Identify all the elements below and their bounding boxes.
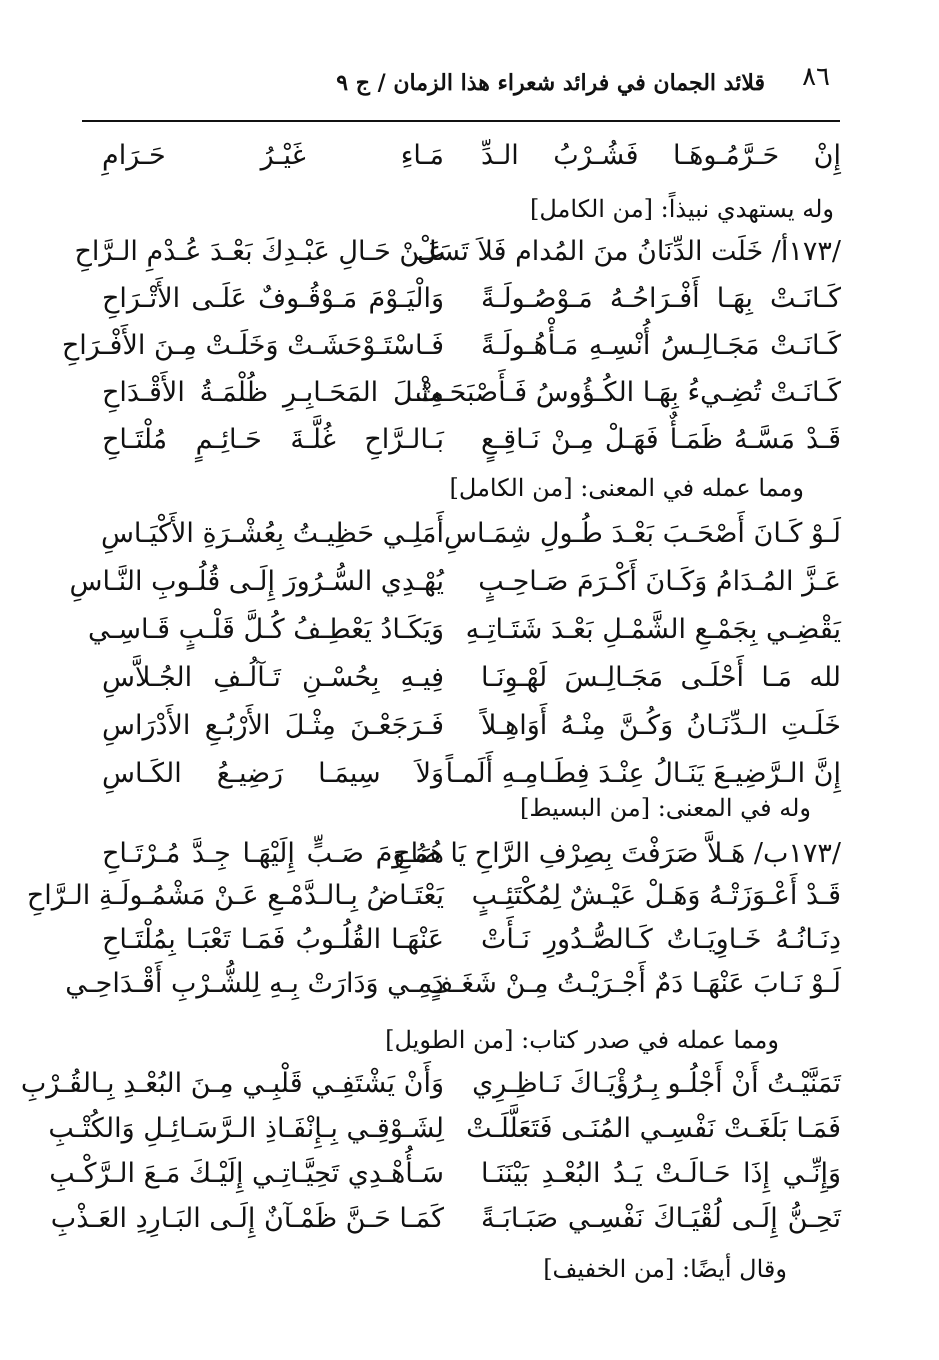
verse-right: وَإِنِّـي إِذَا حَـالَـتْ يَـدُ البُعْـدِ بَيْنَنَـا xyxy=(481,1158,841,1189)
verse-right: كَـانَـتْ مَجَـالِـسُ أُنْسِـهِ مَـأْهُـولَـةً xyxy=(481,330,841,361)
verse-left: لِشَـوْقِـي بِـإِنْفَـاذِ الـرَّسَـائِـلِ وَالكُتْـبِ xyxy=(48,1113,444,1144)
verse-right: يَقْضِـي بِجَمْـعِ الشَّمْـلِ بَعْـدَ شَتَـاتِـهِ xyxy=(465,614,841,645)
verse-left: وَأَنْ يَشْتَفِـي قَلْبِـي مِـنَ البُعْـدِ بِـالقُـرْبِ xyxy=(20,1068,444,1099)
section-intro: ومما عمله في صدر كتاب: [من الطويل] xyxy=(385,1026,779,1054)
verse-right: قَـدْ مَسَّـهُ ظَمَـأٌ فَهَـلْ مِـنْ نَـاقِـعٍ xyxy=(481,424,841,455)
verse-left: عَـنْ حَـالِ عَبْـدِكَ بَعْـدَ عُـدْمِ الـرَّاحِ xyxy=(74,236,444,267)
verse-right: /١٧٣ب/ هَـلاَّ صَرَفْتَ بِصِرْفِ الرَّاحِ يَا صَاحِ xyxy=(393,838,841,869)
verse-left: وَيَكَـادُ يَعْطِـفُ كُـلَّ قَلْـبٍ قَـاسِـي xyxy=(87,614,444,645)
verse-left: فِيـهِ بِحُسْـنِ تَـآلُـفِ الجُـلاَّسِ xyxy=(102,662,444,693)
verse-left: دَمِـي وَدَارَتْ بِـهِ لِلشُّـرْبِ أَقْـدَاحِـي xyxy=(65,968,444,999)
verse-left: سَـأُهْـدِي تَحِيَّـاتِـي إِلَيْـكَ مَـعَ الـرَّكْـبِ xyxy=(49,1158,444,1189)
verse-left: وَلاَ سِيمَـا رَضِيـعُ الكَـاسِ xyxy=(102,758,444,789)
verse-left: وَالْيَـوْمَ مَـوْقُـوفٌ عَلَـى الأَتْـرَاحِ xyxy=(102,283,444,314)
verse-right: قَـدْ أَعْـوَزَتْـهُ وَهَـلْ عَيْـشٌ لِمُكْتَئِـبٍ xyxy=(471,880,841,911)
verse-right: إِنَّ الـرَّضِيـعَ يَنَـالُ عِنْـدَ فِطَـامِـهِ أَلَمـاً xyxy=(445,758,841,789)
verse-right: كَـانَـتْ تُضِـيءُ بِهَـا الكُـؤُوسُ فَـأَصْبَحَـتْ xyxy=(415,377,841,408)
verse-left: مِثْـلَ المَحَـابِـرِ ظُلْمَـةُ الأَقْـدَاحِ xyxy=(102,377,444,408)
verse-left: بَـالـرَّاحِ غُلَّـةَ حَـائِـمٍ مُلْتَـاحِ xyxy=(102,424,444,455)
verse-right: لله مَـا أَحْلَـى مَجَـالِـسَ لَهْـوِنَـا xyxy=(481,662,841,693)
verse-left: فَـرَجَعْـنَ مِثْـلَ الأَرْبُـعِ الأَدْرَاسِ xyxy=(102,710,444,741)
verse-left: أَمَلِـي حَظِيـتُ بِعُشْـرَةِ الأَكْيَـاسِ xyxy=(100,518,444,549)
verse-right: /١٧٣أ/ خَلَت الدِّنَانُ منَ المُدام فَلاَ تَسَلْ xyxy=(416,236,841,267)
verse-left: يَعْتَـاضُ بِـالـدَّمْـعِ عَـنْ مَشْمُـولَـةِ الـرَّاحِ xyxy=(26,880,444,911)
verse-right: لَـوْ نَـابَ عَنْهَـا دَمٌ أَجْـرَيْـتُ مِـنْ شَغَـفٍ xyxy=(425,968,841,999)
header-rule xyxy=(82,120,840,122)
running-title: قلائد الجمان في فرائد شعراء هذا الزمان / ج ٩ xyxy=(336,70,765,96)
verse-right: فَمَـا بَلَغَـتْ نَفْسِـي المُنَـى فَتَعَلَّلَـتْ xyxy=(466,1113,841,1144)
verse-left: يُهْـدِي السُّـرُورَ إِلَـى قُلُـوبِ النَّـاسِ xyxy=(69,566,444,597)
verse-right: كَـانَـتْ بِهَـا أَفْـرَاحُـهُ مَـوْصُـولَـةً xyxy=(481,283,841,314)
verse-left: عَنْهَـا القُلُـوبُ فَمَـا تَعْبَـا بِمُلْتَـاحِ xyxy=(102,924,444,955)
verse-left: مَـاءِ غَيْـرُ حَـرَامِ xyxy=(102,140,444,171)
verse-right: لَـوْ كَـانَ أَصْحَـبَ بَعْـدَ طُـولِ شِمَـاسِ xyxy=(443,518,841,549)
verse-right: عَـزَّ المُـدَامُ وَكَـانَ أَكْـرَمَ صَـاحِـبٍ xyxy=(478,566,841,597)
verse-right: إِنْ حَـرَّمُـوهَـا فَشُـرْبُ الـدِّ xyxy=(481,140,841,171)
verse-left: كَمَـا حَـنَّ ظَمْـآنٌ إِلَـى البَـارِدِ العَـذْبِ xyxy=(50,1203,444,1234)
section-intro: وقال أيضًا: [من الخفيف] xyxy=(543,1255,787,1283)
verse-right: دِنَـانُـهُ خَـاوِيَـاتٌ كَـالصُّـدُورِ نَـأَتْ xyxy=(481,924,841,955)
verse-right: تَحِـنُّ إِلَـى لُقْيَـاكَ نَفْسِـي صَبَـابَـةً xyxy=(481,1203,841,1234)
section-intro: وله يستهدي نبيذاً: [من الكامل] xyxy=(529,195,834,223)
verse-left: هُمُـومَ صَـبٍّ إِلَيْهَـا جِـدَّ مُـرْتَـاحِ xyxy=(102,838,444,869)
section-intro: وله في المعنى: [من البسيط] xyxy=(519,794,811,822)
verse-right: تَمَنَّيْـتُ أَنْ أَجْلُـو بِـرُؤْيَـاكَ نَـاظِـرِي xyxy=(472,1068,841,1099)
verse-left: فَـاسْتَـوْحَشَـتْ وَخَلَـتْ مِـنَ الأَفْـرَاحِ xyxy=(61,330,444,361)
verse-right: خَلَـتِ الـدِّنَـانُ وَكُـنَّ مِنْـهُ أَوَاهِـلاً xyxy=(481,710,841,741)
page-number: ٨٦ xyxy=(802,62,830,92)
page-header xyxy=(80,62,840,102)
section-intro: ومما عمله في المعنى: [من الكامل] xyxy=(449,474,804,502)
